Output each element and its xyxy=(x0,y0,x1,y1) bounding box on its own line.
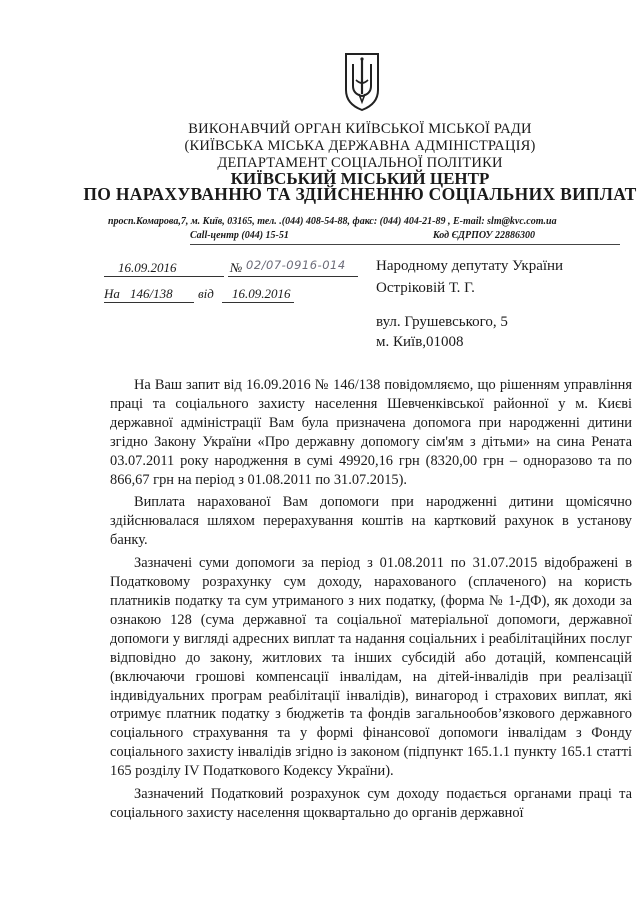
outgoing-number: 02/07-0916-014 xyxy=(246,258,346,272)
paragraph: Зазначений Податковий розрахунок сум доходу подається органами праці та соціального захисту населення щоквартально до органів державної xyxy=(110,786,632,821)
outgoing-date: 16.09.2016 xyxy=(118,260,177,275)
incoming-date: 16.09.2016 xyxy=(232,286,291,301)
number-underline xyxy=(228,276,358,277)
recipient-name: Остріковій Т. Г. xyxy=(376,280,475,296)
trident-icon xyxy=(342,50,382,112)
recipient-city: м. Київ,01008 xyxy=(376,334,464,350)
number-prefix: № xyxy=(230,260,243,275)
org-subtitle: ПО НАРАХУВАННЮ ТА ЗДІЙСНЕННЮ СОЦІАЛЬНИХ ВИПЛАТ xyxy=(83,184,637,204)
incoming-number: 146/138 xyxy=(130,286,173,301)
edrpou-code: Код ЄДРПОУ 22886300 xyxy=(432,230,535,241)
call-center: Call-центр (044) 15-51 xyxy=(190,230,289,241)
org-line-2: (КИЇВСЬКА МІСЬКА ДЕРЖАВНА АДМІНІСТРАЦІЯ) xyxy=(184,138,536,154)
recipient-street: вул. Грушевського, 5 xyxy=(376,314,508,330)
paragraph: На Ваш запит від 16.09.2016 № 146/138 повідомляємо, що рішенням управління праці та соціального захисту населення Шевченківської районної у м. Києві державної адміністрації Вам була призначена допомога при народженні дитини згідно Закону України «Про державну допомогу сім'ям з дітьми» на сина Рената 03.07.2011 року народження в сумі 49920,16 грн (8320,00 грн – одноразово та по 866,67 грн на період з 01.08.2011 по 31.07.2015). xyxy=(110,377,632,488)
date-underline xyxy=(104,276,224,277)
recipient-title: Народному депутату України xyxy=(376,258,564,274)
contacts-line-2 xyxy=(190,230,535,241)
paragraph: Виплата нарахованої Вам допомоги при народженні дитини щомісячно здійснювалася шляхом перерахування коштів на картковий рахунок в установу банку. xyxy=(110,494,632,549)
na-label: На xyxy=(104,286,120,301)
incoming-underline xyxy=(104,302,194,303)
header-divider xyxy=(190,244,620,245)
org-line-1: ВИКОНАВЧИЙ ОРГАН КИЇВСЬКОЇ МІСЬКОЇ РАДИ xyxy=(188,121,532,137)
contacts-line: просп.Комарова,7, м. Київ, 03165, тел. .(044) 408-54-88, факс: (044) 404-21-89 , E-mail: slm@kvc.com.ua xyxy=(108,216,557,227)
paragraph: Зазначені суми допомоги за період з 01.08.2011 по 31.07.2015 відображені в Податковому розрахунку сум доходу, нарахованого (сплаченого) на користь платників податку та сум утриманого з них податку, (форма № 1-ДФ), як доходи за ознакою 128 (сума державної та соціальної матеріальної допомоги, державної допомоги у вигляді адресних виплат та надання соціальних і реабілітаційних послуг відповідно до закону, житлових та інших субсидій або дотацій, компенсацій (включаючи грошові компенсації інвалідам, на дітей-інвалідів при реалізації індивідуальних програм реабілітації інвалідів), винагород і страхових виплат, які отримує платник податку з бюджетів та фондів загальнообов’язкового державного соціального страхування та у формі фінансової допомоги інвалідам з Фонду соціального захисту інвалідів згідно із законом (підпункт 165.1.1 пункту 165.1 статті 165 розділу IV Податкового Кодексу України). xyxy=(110,555,632,780)
org-line-3: ДЕПАРТАМЕНТ СОЦІАЛЬНОЇ ПОЛІТИКИ xyxy=(217,155,503,171)
letter-body xyxy=(110,376,632,827)
vid-label: від xyxy=(198,286,214,301)
org-title: КИЇВСЬКИЙ МІСЬКИЙ ЦЕНТР xyxy=(230,169,490,188)
incoming-date-underline xyxy=(222,302,294,303)
